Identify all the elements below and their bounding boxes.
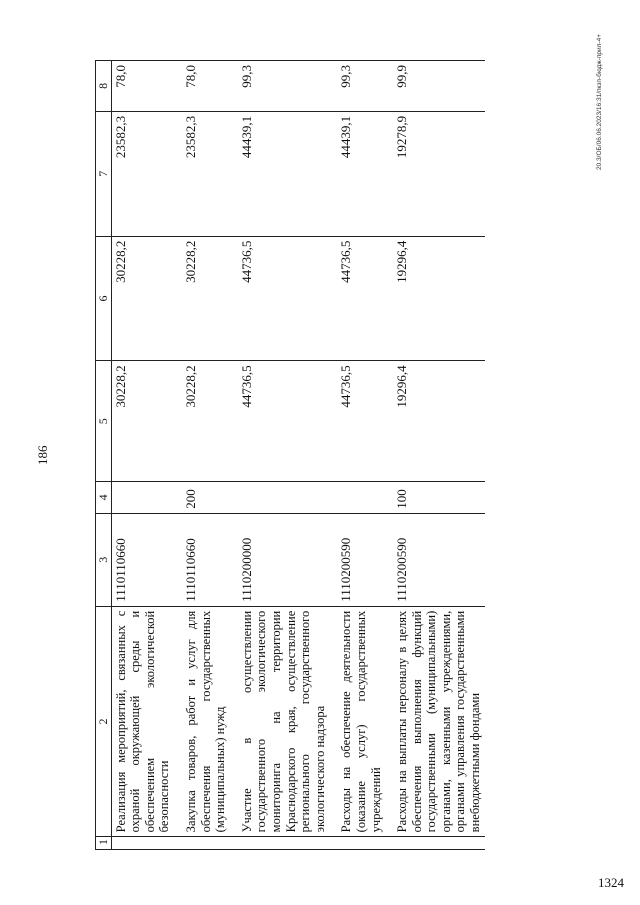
cell-percent: 99,3 — [329, 61, 385, 112]
cell-target-code: 1110200590 — [329, 513, 385, 606]
cell-value-6: 30228,2 — [111, 236, 174, 361]
cell-target-code: 1110110660 — [174, 513, 230, 606]
cell-expense-type — [329, 481, 385, 513]
header-col-5: 5 — [96, 361, 112, 482]
cell-expense-type: 100 — [385, 481, 485, 513]
cell-percent: 78,0 — [174, 61, 230, 112]
cell-num — [385, 837, 485, 850]
header-col-4: 4 — [96, 481, 112, 513]
cell-value-5: 30228,2 — [111, 361, 174, 482]
cell-description: Расходы на обеспечение деятельности (оказание услуг) государственных учреждений — [329, 606, 385, 837]
cell-value-5: 19296,4 — [385, 361, 485, 482]
cell-num — [174, 837, 230, 850]
cell-target-code: 1110110660 — [111, 513, 174, 606]
header-col-6: 6 — [96, 236, 112, 361]
cell-target-code: 1110200000 — [230, 513, 330, 606]
header-col-1: 1 — [96, 837, 112, 850]
cell-percent: 99,3 — [230, 61, 330, 112]
cell-value-5: 44736,5 — [329, 361, 385, 482]
table-header-row — [96, 61, 112, 850]
budget-table — [95, 60, 485, 850]
rotated-page-content — [95, 60, 620, 850]
cell-percent: 99,9 — [385, 61, 485, 112]
cell-expense-type: 200 — [174, 481, 230, 513]
cell-value-5: 30228,2 — [174, 361, 230, 482]
cell-expense-type — [111, 481, 174, 513]
header-col-8: 8 — [96, 61, 112, 112]
cell-description: Закупка товаров, работ и услуг для обеспечения государственных (муниципальных) нужд — [174, 606, 230, 837]
page-number-corner: 1324 — [598, 875, 624, 890]
cell-expense-type — [230, 481, 330, 513]
table-row — [174, 61, 230, 850]
cell-value-7: 23582,3 — [111, 111, 174, 236]
cell-value-6: 44736,5 — [230, 236, 330, 361]
cell-value-5: 44736,5 — [230, 361, 330, 482]
cell-value-7: 44439,1 — [230, 111, 330, 236]
cell-num — [329, 837, 385, 850]
cell-value-6: 44736,5 — [329, 236, 385, 361]
header-col-2: 2 — [96, 606, 112, 837]
cell-num — [111, 837, 174, 850]
cell-percent: 78,0 — [111, 61, 174, 112]
table-row — [111, 61, 174, 850]
header-col-3: 3 — [96, 513, 112, 606]
cell-value-6: 30228,2 — [174, 236, 230, 361]
cell-description: Расходы на выплаты персоналу в целях обеспечения выполнения функций государственными (муниципальными) органами, казенными учреждениями, органами управления государственными внебюджетными фондами — [385, 606, 485, 837]
cell-description: Участие в осуществлении государственного экологического мониторинга на территории Краснодарского края, осуществление регионального государственного экологического надзора — [230, 606, 330, 837]
page-number-center: 186 — [35, 445, 50, 465]
cell-target-code: 1110200590 — [385, 513, 485, 606]
cell-value-6: 19296,4 — [385, 236, 485, 361]
footer-document-code: 20.3/ОБ/06.06.2023/16:31/пкзп-бюдж-прил-4+ — [596, 34, 603, 170]
cell-value-7: 44439,1 — [329, 111, 385, 236]
table-row — [385, 61, 485, 850]
cell-value-7: 19278,9 — [385, 111, 485, 236]
header-col-7: 7 — [96, 111, 112, 236]
cell-num — [230, 837, 330, 850]
cell-description: Реализация мероприятий, связанных с охраной окружающей среды и обеспечением экологической безопасности — [111, 606, 174, 837]
table-row — [329, 61, 385, 850]
table-row — [230, 61, 330, 850]
cell-value-7: 23582,3 — [174, 111, 230, 236]
